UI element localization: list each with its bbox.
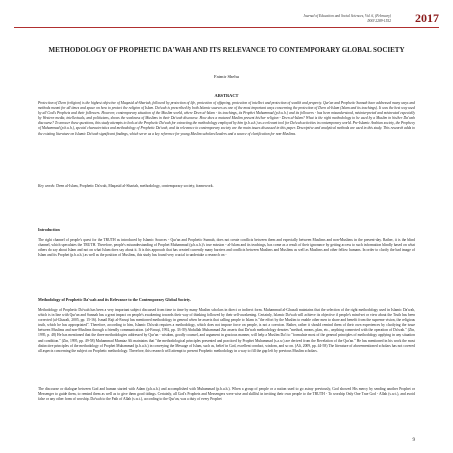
journal-name: Journal of Education and Social Sciences, Vol. 6, (February)	[303, 14, 391, 18]
introduction-paragraph: The right channel of people's quest for the TRUTH as introduced by Islamic Sources - Qur'an and Prophetic Sunnah, does not create conflicts between them and especially between Muslims and non-Muslims in the present-day. Rather, it is the blind channel, which speculates the TRUTH. Therefore, people's misunderstanding of Prophet Muhammad (p.b.u.h.)'s true mission - al-Islam and its teachings, has come as a result of their ignorance by getting access to such information blindly based on what others do say about Islam and not on what Islam does say about it. It is this approach that has created currently many barriers and conflicts between Muslims and Muslims as well as Muslims and other fellow humans. In order to clarify the bad image of Islam and its Prophet (p.b.u.h.) as well as the position of Muslims, this study has found very crucial to undertake a research on -	[38, 238, 415, 258]
keywords	[38, 184, 415, 189]
section-heading: Methodology of Prophetic Da'wah and its Relevance to the Contemporary Global Society.	[38, 297, 191, 302]
header-divider	[14, 27, 439, 28]
abstract-text: Protection of Deen (religion) is the highest objective of Maqasid al-Shariah, followed by protection of life, protection of offspring, protection of intellect and protection of wealth and property. Qur'an and Prophetic Sunnah have addressed many ways and methods meant for all times and space on how to protect the religion of Islam. Da'wah is prescribed by both Islamic sources as one of the most important ways concerning the protection of Deen al-Islam (Islam and its teachings). It was the best way used by all God's Prophets and their followers. However, contemporary situation of the Muslim world, where Deen al-Islam - its teachings, its Prophet Muhammad (p.b.u.h.) and its followers - has been misunderstood, misinterpreted and mistreated especially by Western media, intellectuals, and politicians, shows the weakness of Muslims in their Da'wah discourse. How does a matured Muslim present his/her religion - Deen al-Islam? What is the right methodology to be used by a Muslim in his/her Da'wah discourse? To answer these questions, this study attempts to look at the Prophetic Da'wah for extracting the methodology employed by him (p.b.u.h.) as a relevant tool for Da'wah activities in contemporary world. Pre-Islamic Arabian society, the Prophecy of Muhammad (p.b.u.h.), special characteristics and methodology of Prophetic Da'wah, and its relevance to contemporary society are the main issues discussed in this paper. Descriptive and analytical methods are used in this study. This research adds to the existing literature on Islamic Da'wah significant findings, which serve as a key reference for young Muslim scholars/leaders and a source of clarification for non-Muslims.	[38, 101, 415, 136]
journal-issn: ISSN 2289-1552	[367, 19, 391, 23]
section-paragraph: Methodology of Prophetic Da'wah has been a very important subject discussed from time to time by many Muslim scholars in direct or indirect form. Muhammad al-Ghazali maintains that the selection of the right methodology used in Islamic Da'wah, which is in line with Qur'an and Sunnah has a great impact on people's awakening towards their way of thinking followed by their self-awakening. Certainly, Islamic Da'wah will achieve its objective if people's mind-set or view about the Truth has been corrected (al-Ghazali, 2005, pp. 15-16). Ismail Raji al-Faruqi has mentioned methodology in general when he asserts that calling people to Islam is "the effort by the Muslim to enable other men to share and benefit from the supreme vision, the religious truth, which he has appropriated". Therefore, according to him, Islamic Da'wah requires a methodology, which does not impose force on people, is not a coercion. Rather, rather it should remind them of their own experiences by clarifying the issue between Muslims and non-Muslims through a friendly communication. (al-Faruqi, 1992, pp. 33-39) Abdullah Muhammad Zin asserts that Da'wah methodology denotes "method, means, plan, etc., anything connected with the operation of Da'wah." (Zin, 1995, p. 48) He has mentioned that the three methodologies addressed by Qur'an - wisdom, goodly counsel, and argument in gracious manner, will help a Muslim Da'i to "formulate most of the general principles of methodology applying in any situation and condition." (Zin, 1995, pp. 49-58) Muhammad Mumtaz Ali maintains that "the methodological principles presented and practiced by Prophet Muhammad (s.a.w.) are derived from the Revelation of the Qur'an." He has mentioned in his work the most distinctive principles of the methodology of Prophet Muhammad (p.b.u.h.) in conveying the Message of Islam, such as, belief in God, excellent conduct, wisdom, and so on. (Ali, 2009, pp. 44-58) The literature of abovementioned scholars has not covered all aspects concerning the subject on Prophetic methodology. Therefore, this research will attempt to present Prophetic methodology in a way to fill the gap left by previous Muslim scholars.	[38, 308, 415, 353]
introduction-heading: Introduction	[38, 227, 60, 232]
page-number: 9	[412, 438, 415, 443]
keywords-text: Deen al-Islam, Prophetic Da'wah, Maqasid al-Shariah, methodology, contemporary society, framework.	[56, 184, 214, 188]
journal-info	[231, 14, 391, 24]
paper-title: METHODOLOGY OF PROPHETIC DA'WAH AND ITS RELEVANCE TO CONTEMPORARY GLOBAL SOCIETY	[48, 46, 405, 54]
paper-author: Fatmir Shehu	[214, 74, 239, 79]
journal-year: 2017	[415, 11, 439, 25]
abstract-heading: ABSTRACT	[214, 93, 239, 98]
keywords-label: Key words:	[38, 184, 56, 188]
closing-paragraph: The discourse or dialogue between God and human started with Adam (p.b.u.h.) and accomplished with Muhammad (p.b.u.h.). When a group of people or a nation used to go astray previously, God showed His mercy by sending another Prophet or Messenger to guide them, to remind them as well as to give them good tidings. Certainly, all God's Prophets and Messengers were wise and skillful in inviting their own people to the TRUTH - To worship Only One True God - Allah (s.w.t.), and avoid false or any other form of worship. Da'wah to the Path of Allah (s.w.t.), according to the Qur'an, was a duty of every Prophet	[38, 387, 415, 402]
